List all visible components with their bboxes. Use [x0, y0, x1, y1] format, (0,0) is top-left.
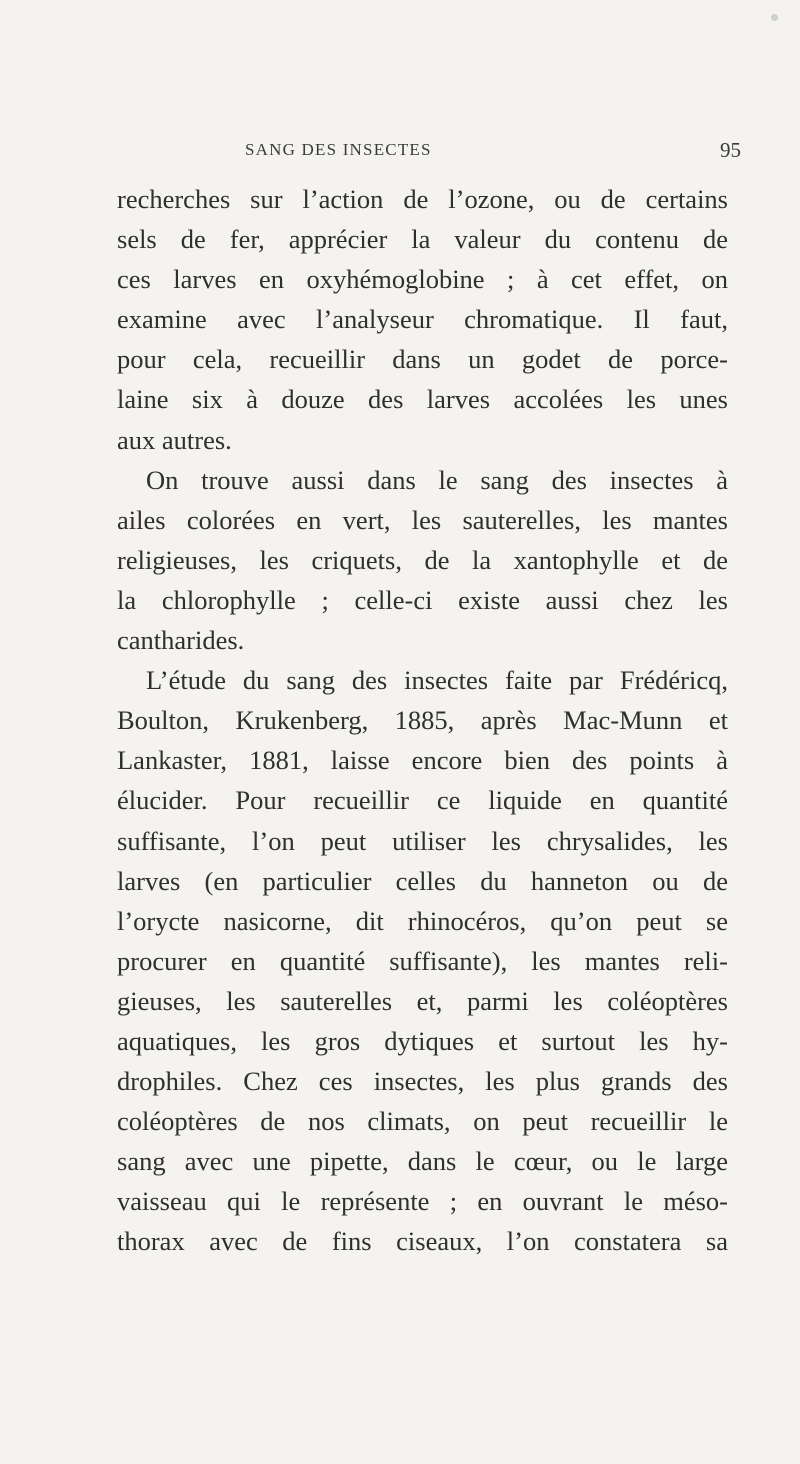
text-line: ces larves en oxyhémoglobine ; à cet effet, on [117, 264, 728, 295]
text-line: larves (en particulier celles du hanneton ou de [117, 865, 728, 896]
text-line: Boulton, Krukenberg, 1885, après Mac-Munn et [117, 705, 728, 736]
text-line: recherches sur l’action de l’ozone, ou de certains [117, 184, 728, 214]
text-line: cantharides. [117, 625, 245, 656]
page-number: 95 [720, 138, 741, 162]
running-head: SANG DES INSECTES [245, 140, 432, 159]
text-line: la chlorophylle ; celle-ci existe aussi chez les [117, 584, 728, 615]
text-line: coléoptères de nos climats, on peut recueillir le [117, 1106, 728, 1137]
text-line: laine six à douze des larves accolées les unes [117, 384, 728, 415]
text-line: L’étude du sang des insectes faite par Frédéricq, [146, 665, 728, 696]
text-line: pour cela, recueillir dans un godet de porce- [117, 344, 728, 375]
text-line: religieuses, les criquets, de la xantophylle et de [117, 544, 728, 575]
page-header [0, 140, 800, 168]
text-line: gieuses, les sauterelles et, parmi les coléoptères [117, 985, 728, 1016]
text-line: sang avec une pipette, dans le cœur, ou le large [117, 1146, 728, 1177]
text-line: vaisseau qui le représente ; en ouvrant le méso- [117, 1186, 728, 1217]
text-line: Lankaster, 1881, laisse encore bien des points à [117, 745, 728, 776]
ink-spot [771, 14, 778, 21]
text-line: aux autres. [117, 424, 232, 455]
text-line: On trouve aussi dans le sang des insectes à [146, 464, 728, 495]
text-line: l’oryctе nasicorne, dit rhinocéros, qu’on peut se [117, 905, 728, 936]
text-line: thorax avec de fins ciseaux, l’on constatera sa [117, 1226, 728, 1257]
text-line: suffisante, l’on peut utiliser les chrysalides, les [117, 825, 728, 856]
text-line: drophiles. Chez ces insectes, les plus grands des [117, 1066, 728, 1097]
text-line: élucider. Pour recueillir ce liquide en quantité [117, 785, 728, 816]
text-line: procurer en quantité suffisante), les mantes reli- [117, 945, 728, 976]
text-line: aquatiques, les gros dytiques et surtout les hy- [117, 1025, 728, 1056]
text-line: ailes colorées en vert, les sauterelles, les mantes [117, 504, 728, 535]
text-line: examine avec l’analyseur chromatique. Il faut, [117, 304, 728, 335]
body-text [117, 179, 728, 1262]
text-line: sels de fer, apprécier la valeur du contenu de [117, 224, 728, 255]
